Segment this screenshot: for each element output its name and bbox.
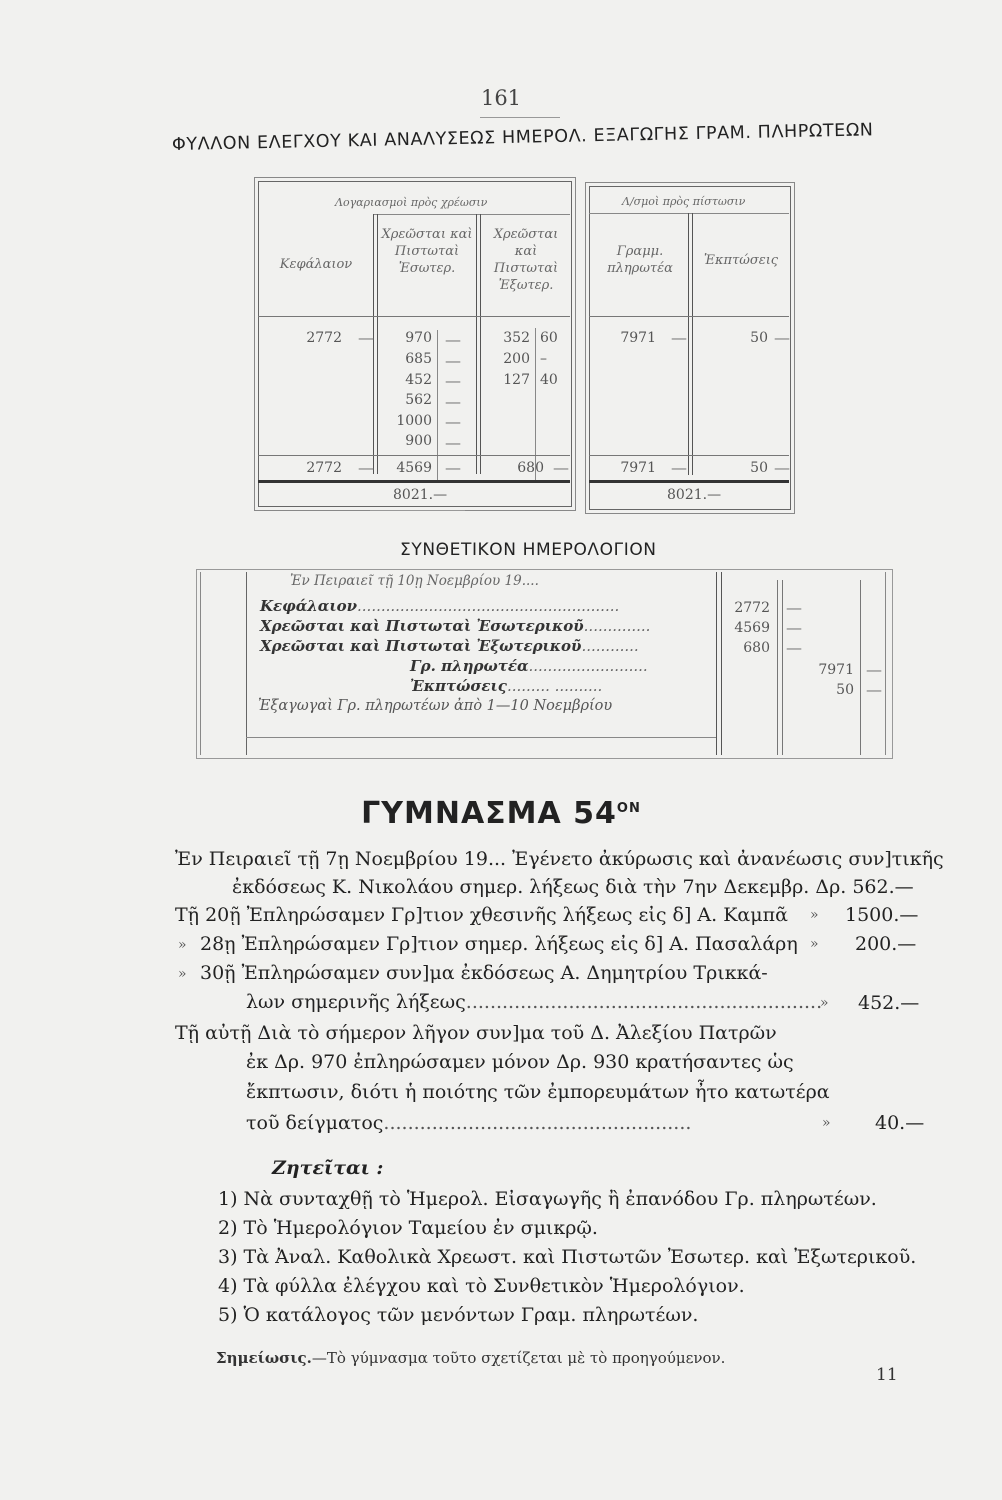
synthetic-row: Ἐκπτώσεις......... .......... bbox=[410, 677, 603, 695]
kefalaion-value: 2772 bbox=[306, 330, 342, 346]
exercise-line: ἐκδόσεως Κ. Νικολάου σημερ. λήξεως διὰ τὴν 7ην Δεκεμβρ. Δρ. 562.— bbox=[232, 876, 914, 898]
amount: 452.— bbox=[858, 992, 920, 1014]
note-label: Σημείωσις. bbox=[216, 1349, 312, 1367]
esoter-row: 562 bbox=[405, 392, 432, 408]
synthetic-closing: Ἐξαγωγαὶ Γρ. πληρωτέων ἀπὸ 1—10 Νοεμβρίου bbox=[258, 698, 613, 714]
right-group-header: Λ/σμοὶ πρὸς πίστωσιν bbox=[622, 195, 746, 208]
synthetic-row: Γρ. πληρωτέα......................... bbox=[410, 657, 648, 675]
col-exoter: Χρεῶσται καὶ Πιστωταὶ Ἐξωτερ. bbox=[493, 227, 559, 293]
exercise-title: ΓΥΜΝΑΣΜΑ $54^{ON}$ bbox=[361, 796, 641, 831]
list-item: 5) Ὁ κατάλογος τῶν μενόντων Γραμ. πληρωτέων. bbox=[218, 1304, 699, 1326]
list-item: 1) Νὰ συνταχθῇ τὸ Ἡμερολ. Εἰσαγωγῆς ἢ ἐπανόδου Γρ. πληρωτέων. bbox=[218, 1188, 877, 1210]
right-grand-total: 8021.— bbox=[667, 487, 722, 503]
debit-kefalaion: 2772 bbox=[734, 600, 770, 616]
synthetic-row: Χρεῶσται καὶ Πιστωταὶ Ἐξωτερικοῦ............ bbox=[260, 637, 639, 655]
left-grand-total: 8021.— bbox=[393, 487, 448, 503]
exercise-line: Τῇ 20ῇ Ἐπληρώσαμεν Γρ]τιον χθεσινῆς λήξεως εἰς δ] Α. Καμπᾶ bbox=[175, 904, 788, 926]
amount: 200.— bbox=[855, 933, 917, 955]
col-esoter: Χρεῶσται καὶ Πιστωταὶ Ἐσωτερ. bbox=[381, 227, 473, 276]
total-pliroteа: 7971 bbox=[620, 460, 656, 476]
exercise-line: 28ῃ Ἐπληρώσαμεν Γρ]τιον σημερ. λήξεως εἰς δ] Α. Πασαλάρη bbox=[200, 933, 798, 955]
note: Σημείωσις.—Τὸ γύμνασμα τοῦτο σχετίζεται μὲ τὸ προηγούμενον. bbox=[216, 1349, 726, 1367]
control-sheet-title: ΦΥΛΛΟΝ ΕΛΕΓΧΟΥ ΚΑΙ ΑΝΑΛΥΣΕΩΣ ΗΜΕΡΟΛ. ΕΞΑΓΩΓΗΣ ΓΡΑΜ. ΠΛΗΡΩΤΕΩΝ bbox=[171, 120, 874, 155]
esoter-row: 452 bbox=[405, 372, 432, 388]
exercise-line: Ἐν Πειραιεῖ τῇ 7ῃ Νοεμβρίου 19... Ἐγένετο ἀκύρωσις καὶ ἀνανέωσις συν]τικῆς bbox=[175, 848, 944, 870]
esoter-row: 685 bbox=[405, 351, 432, 367]
ekptoseis-value: 50 bbox=[750, 330, 768, 346]
exercise-line: 30ῇ Ἐπληρώσαμεν συν]μα ἐκδόσεως Α. Δημητρίου Τρικκά- bbox=[200, 962, 768, 984]
signature-number: 11 bbox=[876, 1365, 898, 1385]
exercise-line: Τῇ αὐτῇ Διὰ τὸ σήμερον λῆγον συν]μα τοῦ Δ. Ἀλεξίου Πατρῶν bbox=[175, 1022, 777, 1044]
list-item: 4) Τὰ φύλλα ἐλέγχου καὶ τὸ Συνθετικὸν Ἡμερολόγιον. bbox=[218, 1275, 745, 1297]
debit-esoter: 4569 bbox=[734, 620, 770, 636]
page-number-rule bbox=[480, 117, 560, 118]
debit-exoter: 680 bbox=[743, 640, 770, 656]
col-kefalaion: Κεφάλαιον bbox=[279, 257, 353, 272]
col-pliroteа: Γραμμ. πληρωτέα bbox=[607, 244, 673, 276]
esoter-row: 900 bbox=[405, 433, 432, 449]
esoter-row: 970 bbox=[405, 330, 432, 346]
left-group-header: Λογαριασμοὶ πρὸς χρέωσιν bbox=[335, 196, 488, 209]
synthetic-row: Χρεῶσται καὶ Πιστωταὶ Ἐσωτερικοῦ.............. bbox=[260, 617, 651, 635]
exercise-line: ἔκπτωσιν, διότι ἡ ποιότης τῶν ἐμπορευμάτων ἦτο κατωτέρα bbox=[246, 1081, 830, 1103]
esoter-row: 1000 bbox=[396, 413, 432, 429]
synthetic-title: ΣΥΝΘΕΤΙΚΟΝ ΗΜΕΡΟΛΟΓΙΟΝ bbox=[400, 540, 657, 560]
credit-pliroteа: 7971 bbox=[818, 662, 854, 678]
required-title: Ζητεῖται : bbox=[272, 1157, 384, 1179]
list-item: 2) Τὸ Ἡμερολόγιον Ταμείου ἐν σμικρῷ. bbox=[218, 1217, 598, 1239]
exercise-line: λων σημερινῆς λήξεως........................................................... bbox=[246, 991, 823, 1013]
total-exoter: 680 bbox=[517, 460, 544, 476]
exercise-line: ἐκ Δρ. 970 ἐπληρώσαμεν μόνον Δρ. 930 κρατήσαντες ὡς bbox=[246, 1051, 794, 1073]
amount: 1500.— bbox=[845, 904, 919, 926]
pliroteа-value: 7971 bbox=[620, 330, 656, 346]
total-kefalaion: 2772 bbox=[306, 460, 342, 476]
exercise-line: τοῦ δείγματος................................................... bbox=[246, 1112, 692, 1134]
amount: 40.— bbox=[875, 1112, 925, 1134]
synthetic-row: Κεφάλαιον....................................................... bbox=[260, 597, 620, 615]
page-number: 161 bbox=[480, 86, 522, 110]
credit-ekptoseis: 50 bbox=[836, 682, 854, 698]
total-esoter: 4569 bbox=[396, 460, 432, 476]
total-ekptoseis: 50 bbox=[750, 460, 768, 476]
synthetic-date: Ἐν Πειραιεῖ τῇ 10ῃ Νοεμβρίου 19.... bbox=[290, 573, 539, 589]
col-ekptoseis: Ἐκπτώσεις bbox=[703, 253, 779, 268]
list-item: 3) Τὰ Ἀναλ. Καθολικὰ Χρεωστ. καὶ Πιστωτῶν Ἐσωτερ. καὶ Ἐξωτερικοῦ. bbox=[218, 1246, 917, 1268]
